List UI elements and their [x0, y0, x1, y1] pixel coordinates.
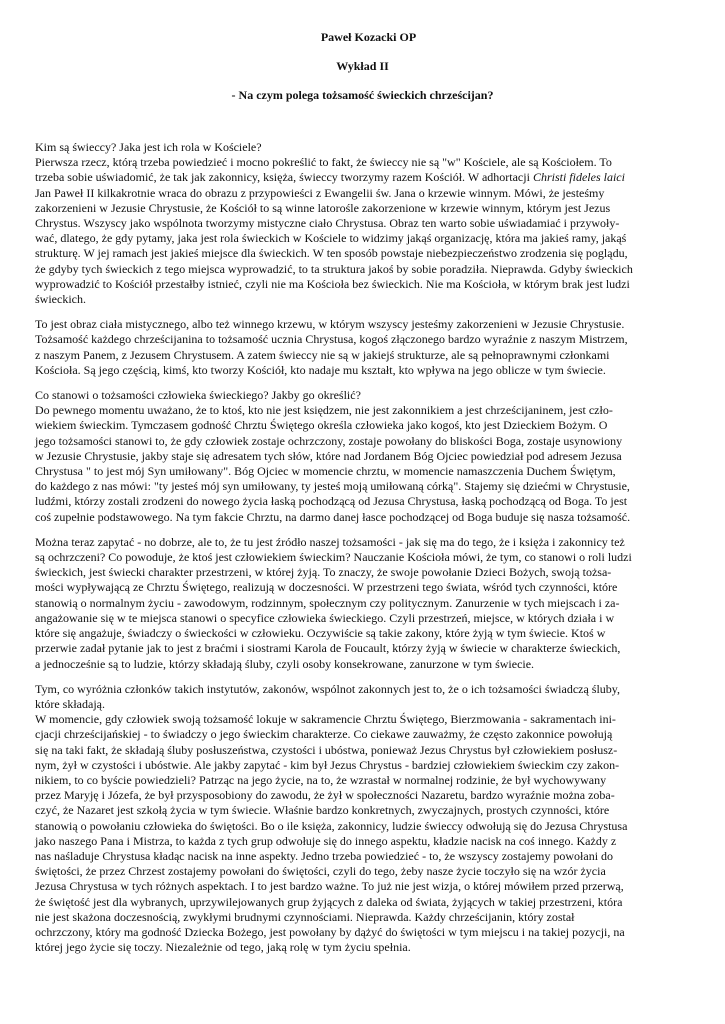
document-body — [35, 140, 690, 955]
document-header — [35, 30, 690, 102]
lecture-title: Wykład II — [336, 59, 389, 73]
lecture-subtitle: - Na czym polega tożsamość świeckich chrześcijan? — [231, 88, 494, 102]
paragraph-4: Można teraz zapytać - no dobrze, ale to, że tu jest źródło naszej tożsamości - jak się ma do tego, że i księża i zakonnicy też są ochrzczeni? Co powoduje, że ktoś jest człowiekiem świeckim? Nauczanie Kościoła mówi, że tym, co stanowi o roli ludzi świeckich, jest świecki charakter przestrzeni, w której żyją. To znaczy, że swoje powołanie Dzieci Bożych, swoją tożsa- mości wypływającą ze Chrztu Świętego, realizują w doczesności. W przestrzeni tego świata, wśród tych czynności, które stanowią o normalnym życiu - zawodowym, rodzinnym, społecznym czy politycznym. Zanurzenie w tych miejscach i za- angażowanie się w te miejsca stanowi o specyfice człowieka świeckiego. Czyli przestrzeń, miejsce, w których działa i w które się angażuje, świadczy o świeckości w człowieku. Oczywiście są takie zakony, które żyją w tym świecie. Ktoś w przerwie zadał pytanie jak to jest z braćmi i siostrami Karola de Foucault, którzy żyją w świecie w charakterze świeckich, a jednocześnie są to ludzie, którzy składają śluby, czyli osoby konsekrowane, zanurzone w tym świecie. — [35, 534, 632, 671]
paragraph-3: Co stanowi o tożsamości człowieka świeckiego? Jakby go określić? Do pewnego momentu uważano, że to ktoś, kto nie jest księdzem, nie jest zakonnikiem a jest chrześcijaninem, jest czło- wiekiem świeckim. Tymczasem godność Chrztu Świętego określa człowieka jako kogoś, kto jest Dzieckiem Bożym. O jego tożsamości stanowi to, że gdy człowiek zostaje ochrzczony, zostaje powołany do bliskości Boga, zostaje usynowiony w Jezusie Chrystusie, jakby staje się adresatem tych słów, które nad Jordanem Bóg Ojciec powiedział pod adresem Jezusa Chrystusa " to jest mój Syn umiłowany". Bóg Ojciec w momencie chrztu, w momencie namaszczenia Duchem Świętym, do każdego z nas mówi: "ty jesteś mój syn umiłowany, ty jesteś moją umiłowaną córką". Stajemy się dziećmi w Chrystusie, ludźmi, którzy zostali zrodzeni do nowego życia łaską pochodzącą od Jezusa Chrystusa, łaską pochodzącą od Boga. To jest coś zupełnie podstawowego. Na tym fakcie Chrztu, na darmo danej łasce pochodzącej od Boga buduje się nasza tożsamość. — [35, 388, 631, 524]
author-name: Paweł Kozacki OP — [320, 30, 417, 44]
paragraph-2: To jest obraz ciała mistycznego, albo też winnego krzewu, w którym wszyscy jesteśmy zakorzenieni w Jezusie Chrystusie. Tożsamość każdego chrześcijanina to tożsamość ucznia Chrystusa, kogoś złączonego bardzo wyraźnie z naszym Mistrzem, z naszym Panem, z Jezusem Chrystusem. A zatem świeccy nie są w jakiejś strukturze, ale są pełnoprawnymi członkami Kościoła. Są jego częścią, kimś, kto tworzy Kościół, kto nadaje mu kształt, kto wpływa na jego oblicze w tym świecie. — [35, 317, 628, 377]
paragraph-1-part-a: Kim są świeccy? Jaka jest ich rola w Kościele? Pierwsza rzecz, którą trzeba powiedzieć i mocno pokreślić to fakt, że świeccy nie są "w" Kościele, ale są Kościołem. To trzeba sobie uświadomić, że tak jak zakonnicy, księża, świeccy tworzymy razem Kościół. W adhortacji — [35, 140, 612, 185]
paragraph-5: Tym, co wyróżnia członków takich instytutów, zakonów, wspólnot zakonnych jest to, że o ich tożsamości świadczą śluby, które składają. W momencie, gdy człowiek swoją tożsamość lokuje w sakramencie Chrztu Świętego, Bierzmowania - sakramentach ini- cjacji chrześcijańskiej - to świadczy o jego świeckim charakterze. Co ciekawe zauważmy, że często zakonnice powołują się na taki fakt, że składają śluby posłuszeństwa, czystości i ubóstwa, ponieważ Jezus Chrystus był człowiekiem posłusz- nym, żył w czystości i ubóstwie. Ale jakby zapytać - kim był Jezus Chrystus - bardziej człowiekiem świeckim czy zakon- nikiem, to co byście powiedzieli? Patrząc na jego życie, na to, że wzrastał w normalnej rodzinie, że był wychowywany przez Maryję i Józefa, że był przysposobiony do zawodu, że żył w społeczności Nazaretu, bardzo wyraźnie można zoba- czyć, że Nazaret jest szkołą życia w tym świecie. Właśnie bardzo konkretnych, zwyczajnych, prostych czynności, które stanowią o powołaniu człowieka do świętości. Bo o ile księża, zakonnicy, ludzie świeccy odwołują się do Jezusa Chrystusa jako naszego Pana i Mistrza, to każda z tych grup odwołuje się do innego aspektu, kładzie nacisk na coś innego. Każdy z nas naśladuje Chrystusa kładąc nacisk na inne aspekty. Jedno trzeba powiedzieć - to, że wszyscy zostajemy powołani do świętości, że przez Chrzest zostajemy powołani do świętości, czyli do tego, żeby nasze życie toczyło się na wzór życia Jezusa Chrystusa w tych różnych aspektach. I to jest bardzo ważne. To już nie jest wizja, o której mówiłem przed przerwą, że świętość jest dla wybranych, uprzywilejowanych grup żyjących z daleka od świata, żyjących w takiej przestrzeni, która nie jest skażona doczesnością, zwykłymi brudnymi czynnościami. Nieprawda. Każdy chrześcijanin, który został ochrzczony, który ma godność Dziecka Bożego, jest powołany by dążyć do świętości w tym miejscu i na takiej pozycji, na której jego życie się toczy. Niezależnie od tego, jaką rolę w tym życiu spełnia. — [35, 681, 628, 955]
paragraph-1-part-b: Jan Paweł II kilkakrotnie wraca do obrazu z przypowieści z Ewangelii św. Jana o krzewie winnym. Mówi, że jesteśmy zakorzenieni w Jezusie Chrystusie, że Kościół to są winne latorośle zakorzenione w krzewie winnym, którym jest Jezus Chrystus. Wszyscy jako wspólnota tworzymy mistyczne ciało Chrystusa. Obraz ten warto sobie uświadamiać i przywoły- wać, dlatego, że gdy pytamy, jaka jest rola świeckich w Kościele to widzimy jakąś organizację, która ma jakieś ramy, jakąś strukturę. W jej ramach jest jakieś miejsce dla świeckich. W ten sposób powstaje niebezpieczeństwo zrodzenia się poglądu, że gdyby tych świeckich z tego miejsca wyprowadzić, to ta struktura jakoś by sobie poradziła. Nieprawda. Gdyby świeckich wyprowadzić to Kościół przestałby istnieć, czyli nie ma Kościoła bez świeckich. Nie ma Kościoła, w którym brak jest ludzi świeckich. — [35, 185, 633, 307]
paragraph-1 — [35, 140, 690, 307]
italic-document-title: Christi fideles laici — [532, 170, 625, 185]
